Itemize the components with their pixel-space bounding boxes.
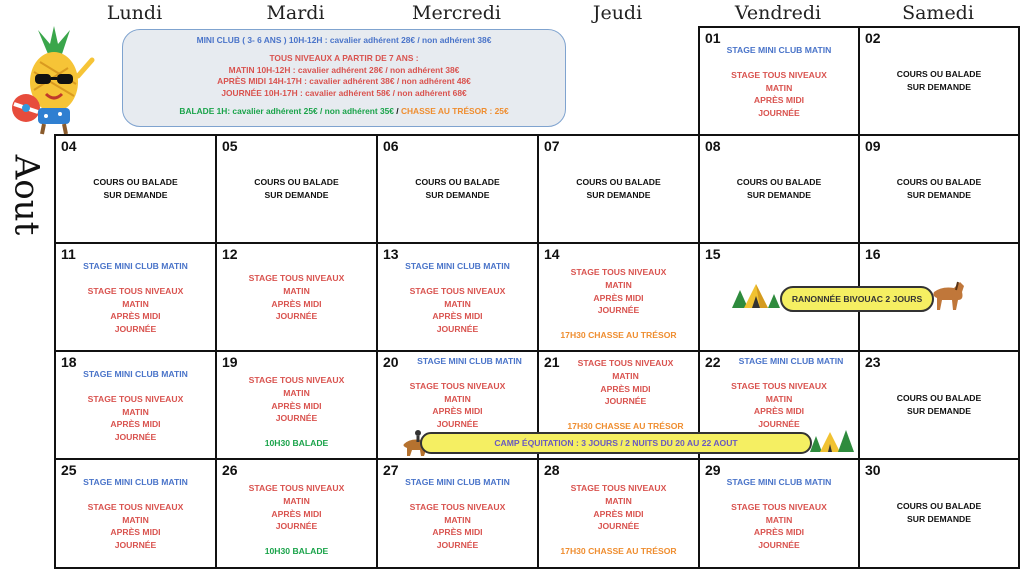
calendar-day-23: [858, 350, 1020, 460]
stage-apres-midi: APRÈS MIDI: [432, 406, 483, 417]
stage-tous-niveaux: STAGE TOUS NIVEAUX: [409, 380, 506, 391]
stage-tous-niveaux: STAGE TOUS NIVEAUX: [87, 285, 184, 296]
day-number: 09: [865, 138, 881, 154]
calendar-day-04: [54, 134, 217, 244]
day-number: 12: [222, 246, 238, 262]
calendar-day-18: [54, 350, 217, 460]
stage-mini-club: STAGE MINI CLUB MATIN: [738, 356, 844, 366]
stage-apres-midi: APRÈS MIDI: [110, 527, 161, 538]
sur-demande-label: SUR DEMANDE: [907, 81, 971, 92]
stage-matin: MATIN: [444, 393, 471, 404]
sur-demande-label: SUR DEMANDE: [907, 189, 971, 200]
stage-journee: JOURNÉE: [436, 540, 479, 551]
stage-apres-midi: APRÈS MIDI: [753, 95, 805, 106]
day-activities: [378, 176, 537, 202]
day-number: 20: [383, 354, 399, 370]
calendar-day-26: [215, 458, 378, 569]
balade-label: 10H30 BALADE: [264, 546, 329, 557]
stage-tous-niveaux: STAGE TOUS NIVEAUX: [731, 69, 827, 80]
stage-journee: JOURNÉE: [597, 521, 640, 532]
day-activities: [217, 482, 376, 558]
day-activities: [56, 260, 215, 336]
stage-journee: JOURNÉE: [114, 540, 157, 551]
stage-matin: MATIN: [122, 514, 149, 525]
stage-apres-midi: APRÈS MIDI: [593, 508, 644, 519]
day-number: 04: [61, 138, 77, 154]
cours-balade-label: COURS OU BALADE: [896, 177, 982, 187]
day-header-lundi: Lundi: [106, 2, 163, 24]
month-title: Aout: [6, 154, 46, 236]
stage-journee: JOURNÉE: [758, 419, 800, 430]
day-number: 01: [705, 30, 721, 46]
stage-mini-club: STAGE MINI CLUB MATIN: [405, 477, 510, 487]
stage-matin: MATIN: [122, 406, 149, 417]
calendar-day-07: [537, 134, 700, 244]
day-activities: [217, 374, 376, 450]
calendar-day-01: [698, 26, 860, 136]
day-header-vendredi: Vendredi: [734, 2, 822, 24]
day-number: 11: [61, 246, 76, 262]
day-number: 25: [61, 462, 77, 478]
day-number: 22: [705, 354, 721, 370]
tent-icon: [728, 278, 780, 312]
sur-demande-label: SUR DEMANDE: [425, 189, 490, 200]
stage-matin: MATIN: [283, 285, 310, 296]
chasse-au-tresor: 17H30 CHASSE AU TRÉSOR: [560, 330, 677, 341]
stage-tous-niveaux: STAGE TOUS NIVEAUX: [87, 501, 184, 512]
cours-balade-label: COURS OU BALADE: [254, 177, 339, 187]
stage-mini-club: STAGE MINI CLUB MATIN: [726, 45, 832, 55]
day-number: 08: [705, 138, 721, 154]
stage-journee: JOURNÉE: [758, 540, 800, 551]
day-header-samedi: Samedi: [902, 2, 974, 24]
stage-tous-niveaux: STAGE TOUS NIVEAUX: [731, 501, 827, 512]
stage-apres-midi: APRÈS MIDI: [271, 400, 322, 411]
stage-mini-club: STAGE MINI CLUB MATIN: [726, 477, 832, 487]
day-number: 29: [705, 462, 721, 478]
day-header-jeudi: Jeudi: [592, 2, 643, 24]
price-mini-club: MINI CLUB ( 3- 6 ANS ) 10H-12H : cavalier adhérent 28€ / non adhérent 38€: [196, 35, 492, 45]
calendar-day-28: [537, 458, 700, 569]
day-activities: [860, 68, 1018, 94]
stage-apres-midi: APRÈS MIDI: [753, 406, 805, 417]
price-balade: BALADE 1H: cavalier adhérent 25€ / non adhérent 35€: [179, 105, 394, 116]
stage-matin: MATIN: [444, 298, 471, 309]
sur-demande-label: SUR DEMANDE: [103, 189, 168, 200]
horse-icon: [928, 278, 968, 312]
stage-matin: MATIN: [612, 370, 639, 381]
day-activities: [56, 368, 215, 444]
sur-demande-label: SUR DEMANDE: [907, 513, 971, 524]
calendar-day-05: [215, 134, 378, 244]
stage-block: [378, 380, 537, 431]
sur-demande-label: SUR DEMANDE: [747, 189, 811, 200]
stage-mini-club: STAGE MINI CLUB MATIN: [83, 369, 188, 379]
stage-journee: JOURNÉE: [275, 521, 318, 532]
day-activities: [700, 476, 858, 552]
day-activities: [860, 500, 1018, 526]
day-activities: [217, 176, 376, 202]
cours-balade-label: COURS OU BALADE: [415, 177, 500, 187]
stage-apres-midi: APRÈS MIDI: [753, 527, 805, 538]
stage-matin: MATIN: [765, 82, 793, 93]
day-header-mardi: Mardi: [266, 2, 325, 24]
calendar-day-08: [698, 134, 860, 244]
cours-balade-label: COURS OU BALADE: [736, 177, 822, 187]
stage-matin: MATIN: [444, 514, 471, 525]
stage-journee: JOURNÉE: [597, 305, 640, 316]
stage-tous-niveaux: STAGE TOUS NIVEAUX: [570, 483, 667, 493]
calendar-day-29: [698, 458, 860, 569]
stage-journee: JOURNÉE: [275, 311, 318, 322]
calendar-day-14: [537, 242, 700, 352]
stage-journee: JOURNÉE: [436, 324, 479, 335]
stage-mini-club: STAGE MINI CLUB MATIN: [417, 356, 522, 366]
stage-apres-midi: APRÈS MIDI: [600, 383, 651, 394]
day-header-mercredi: Mercredi: [412, 2, 501, 24]
day-number: 14: [544, 246, 560, 262]
day-number: 07: [544, 138, 560, 154]
day-number: 30: [865, 462, 881, 478]
calendar-day-27: [376, 458, 539, 569]
calendar-day-06: [376, 134, 539, 244]
price-matin: MATIN 10H-12H : cavalier adhérent 28€ / non adhérent 38€: [228, 64, 460, 75]
calendar-day-25: [54, 458, 217, 569]
balade-label: 10H30 BALADE: [264, 438, 329, 449]
day-activities: [724, 355, 858, 431]
day-number: 02: [865, 30, 881, 46]
camp-equitation-banner: CAMP ÉQUITATION : 3 JOURS / 2 NUITS DU 20 AU 22 AOUT: [420, 432, 812, 454]
day-activities: [378, 476, 537, 552]
sur-demande-label: SUR DEMANDE: [907, 405, 971, 416]
price-chasse: CHASSE AU TRÉSOR : 25€: [400, 105, 509, 116]
day-number: 21: [544, 354, 560, 370]
stage-apres-midi: APRÈS MIDI: [110, 311, 161, 322]
stage-matin: MATIN: [605, 279, 632, 290]
stage-matin: MATIN: [605, 495, 632, 506]
day-activities: [56, 176, 215, 202]
day-number: 06: [383, 138, 399, 154]
day-number: 16: [865, 246, 881, 262]
stage-apres-midi: APRÈS MIDI: [432, 311, 483, 322]
stage-apres-midi: APRÈS MIDI: [110, 419, 161, 430]
tent-trees-icon: [808, 422, 854, 454]
stage-tous-niveaux: STAGE TOUS NIVEAUX: [577, 358, 674, 368]
stage-apres-midi: APRÈS MIDI: [271, 508, 322, 519]
day-activities: [378, 260, 537, 336]
calendar-day-11: [54, 242, 217, 352]
chasse-au-tresor: 17H30 CHASSE AU TRÉSOR: [567, 421, 684, 432]
day-number: 26: [222, 462, 238, 478]
chasse-au-tresor: 17H30 CHASSE AU TRÉSOR: [560, 546, 677, 557]
bivouac-banner: RANONNÉE BIVOUAC 2 JOURS: [780, 286, 934, 312]
day-number: 19: [222, 354, 238, 370]
stage-apres-midi: APRÈS MIDI: [271, 298, 322, 309]
day-activities: [402, 355, 537, 431]
sur-demande-label: SUR DEMANDE: [264, 189, 329, 200]
price-separator: /: [393, 105, 401, 116]
calendar-day-19: [215, 350, 378, 460]
stage-matin: MATIN: [765, 514, 793, 525]
day-activities: [56, 476, 215, 552]
stage-matin: MATIN: [765, 393, 793, 404]
cours-balade-label: COURS OU BALADE: [896, 69, 982, 79]
stage-matin: MATIN: [283, 495, 310, 506]
day-number: 27: [383, 462, 399, 478]
stage-journee: JOURNÉE: [758, 108, 800, 119]
day-number: 18: [61, 354, 77, 370]
stage-journee: JOURNÉE: [114, 324, 157, 335]
day-activities: [860, 176, 1018, 202]
stage-matin: MATIN: [283, 387, 310, 398]
stage-journee: JOURNÉE: [604, 396, 647, 407]
day-number: 28: [544, 462, 560, 478]
day-number: 23: [865, 354, 881, 370]
stage-tous-niveaux: STAGE TOUS NIVEAUX: [409, 285, 506, 296]
day-activities: [700, 44, 858, 120]
stage-tous-niveaux: STAGE TOUS NIVEAUX: [731, 380, 827, 391]
day-activities: [860, 392, 1018, 418]
stage-matin: MATIN: [122, 298, 149, 309]
price-journee: JOURNÉE 10H-17H : cavalier adhérent 58€ / non adhérent 68€: [221, 88, 467, 99]
stage-tous-niveaux: STAGE TOUS NIVEAUX: [409, 501, 506, 512]
stage-tous-niveaux: STAGE TOUS NIVEAUX: [248, 273, 345, 283]
stage-mini-club: STAGE MINI CLUB MATIN: [83, 477, 188, 487]
calendar-day-12: [215, 242, 378, 352]
day-number: 05: [222, 138, 238, 154]
day-activities: [539, 266, 698, 342]
day-activities: [217, 272, 376, 323]
day-number: 15: [705, 246, 721, 262]
stage-tous-niveaux: STAGE TOUS NIVEAUX: [248, 483, 345, 493]
cours-balade-label: COURS OU BALADE: [576, 177, 661, 187]
cours-balade-label: COURS OU BALADE: [93, 177, 178, 187]
day-number: 13: [383, 246, 399, 262]
stage-mini-club: STAGE MINI CLUB MATIN: [405, 261, 510, 271]
price-info-box: [122, 29, 566, 127]
day-activities: [700, 176, 858, 202]
cours-balade-label: COURS OU BALADE: [896, 501, 982, 511]
calendar-day-13: [376, 242, 539, 352]
stage-tous-niveaux: STAGE TOUS NIVEAUX: [87, 393, 184, 404]
cours-balade-label: COURS OU BALADE: [896, 393, 982, 403]
stage-apres-midi: APRÈS MIDI: [593, 292, 644, 303]
calendar-day-30: [858, 458, 1020, 569]
stage-mini-club: STAGE MINI CLUB MATIN: [83, 261, 188, 271]
calendar-day-09: [858, 134, 1020, 244]
stage-tous-niveaux: STAGE TOUS NIVEAUX: [248, 375, 345, 385]
day-activities: [553, 357, 698, 433]
price-heading: TOUS NIVEAUX A PARTIR DE 7 ANS :: [269, 52, 419, 63]
sur-demande-label: SUR DEMANDE: [586, 189, 651, 200]
stage-journee: JOURNÉE: [436, 419, 479, 430]
stage-tous-niveaux: STAGE TOUS NIVEAUX: [570, 267, 667, 277]
stage-journee: JOURNÉE: [114, 432, 157, 443]
calendar-day-02: [858, 26, 1020, 136]
stage-apres-midi: APRÈS MIDI: [432, 527, 483, 538]
day-activities: [539, 176, 698, 202]
day-activities: [539, 482, 698, 558]
price-apres-midi: APRÈS MIDI 14H-17H : cavalier adhérent 38€ / non adhérent 48€: [217, 76, 471, 87]
stage-journee: JOURNÉE: [275, 413, 318, 424]
